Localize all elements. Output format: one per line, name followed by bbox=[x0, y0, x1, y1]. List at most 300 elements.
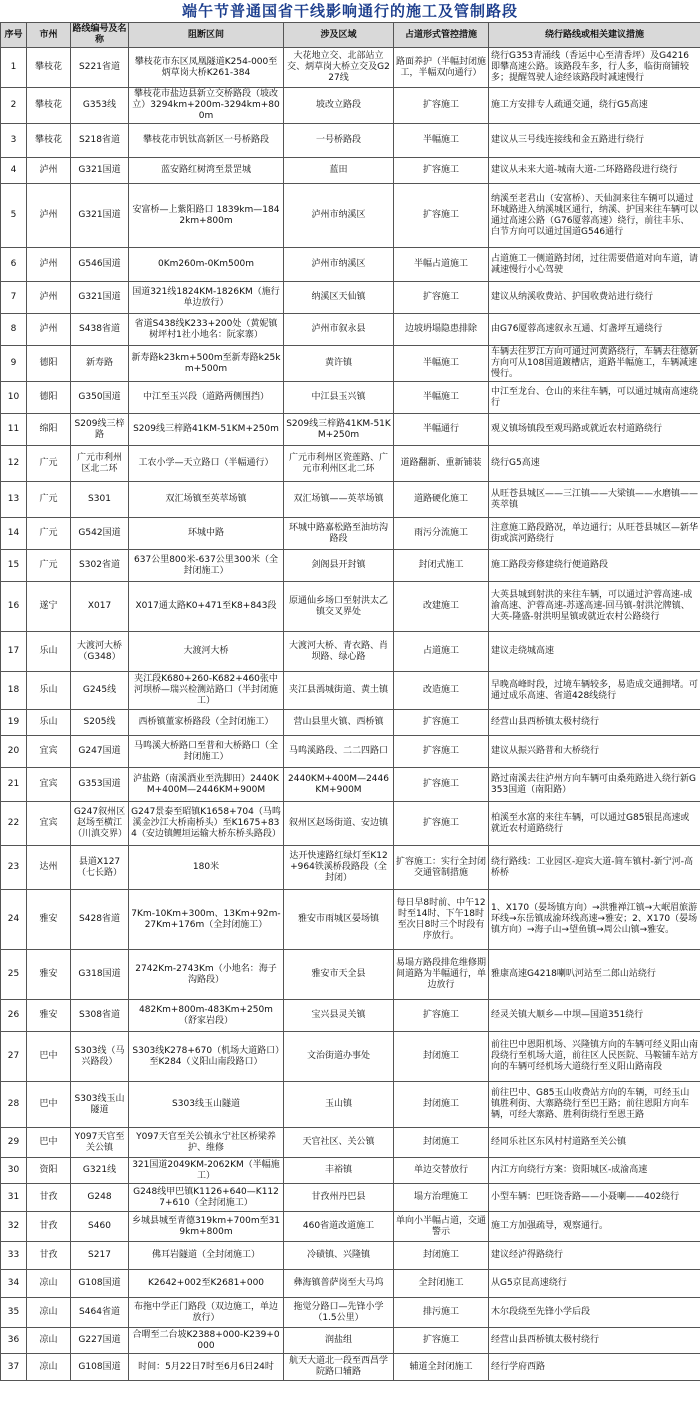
cell-city: 资阳 bbox=[27, 1158, 71, 1184]
cell-detour: 从旺苍县城区——三江镇——大梁镇——水磨镇——英萃镇 bbox=[489, 482, 700, 518]
cell-index: 33 bbox=[1, 1242, 27, 1270]
header-index: 序号 bbox=[1, 23, 27, 48]
cell-route: S460 bbox=[71, 1212, 129, 1242]
cell-control: 每日早8时前、中午12时至14时、下午18时至次日8时三个时段有序放行。 bbox=[394, 890, 489, 950]
cell-route: G245线 bbox=[71, 672, 129, 710]
cell-control: 道路硬化施工 bbox=[394, 482, 489, 518]
cell-route: 广元市利州区北二环 bbox=[71, 446, 129, 482]
table-row bbox=[1, 414, 700, 446]
cell-city: 广元 bbox=[27, 482, 71, 518]
cell-section: 2742Km-2743Km（小地名：海子沟路段） bbox=[129, 950, 284, 1000]
cell-detour: 路过南溪去往泸州方向车辆可由桑苑路进入绕行新G353国道（南阳路） bbox=[489, 768, 700, 802]
cell-city: 宜宾 bbox=[27, 768, 71, 802]
cell-control: 扩容施工 bbox=[394, 1000, 489, 1032]
cell-route: 大渡河大桥（G348） bbox=[71, 632, 129, 672]
cell-area: 2440KM+400M—2446KM+900M bbox=[284, 768, 394, 802]
table-row bbox=[1, 282, 700, 314]
cell-index: 32 bbox=[1, 1212, 27, 1242]
cell-city: 凉山 bbox=[27, 1270, 71, 1298]
table-row bbox=[1, 736, 700, 768]
cell-control: 半幅施工 bbox=[394, 346, 489, 382]
cell-area: 大渡河大桥、青衣路、肖坝路、绿心路 bbox=[284, 632, 394, 672]
cell-city: 泸州 bbox=[27, 314, 71, 346]
cell-route: 县道X127（七长路） bbox=[71, 846, 129, 890]
cell-detour: 1、X170（晏场镇方向）→洪雅禅江镇→大岷眉旅游环线→东岳镇成渝环线高速→雅安；2、X170（晏场镇方向）→海子山→望鱼镇→周公山镇→雅安。 bbox=[489, 890, 700, 950]
cell-section: 西桥镇董家桥路段（全封闭施工） bbox=[129, 710, 284, 736]
cell-detour: 经营山县西桥镇太极村绕行 bbox=[489, 1328, 700, 1354]
cell-route: G321线 bbox=[71, 1158, 129, 1184]
cell-city: 攀枝花 bbox=[27, 48, 71, 88]
cell-detour: 建议走绕城高速 bbox=[489, 632, 700, 672]
cell-control: 半幅占道施工 bbox=[394, 248, 489, 282]
cell-city: 雅安 bbox=[27, 950, 71, 1000]
cell-index: 31 bbox=[1, 1184, 27, 1212]
cell-route: G321国道 bbox=[71, 184, 129, 248]
table-row bbox=[1, 1158, 700, 1184]
cell-area: 夹江县漹城街道、黄土镇 bbox=[284, 672, 394, 710]
cell-section: 中江至玉兴段（道路两侧围挡） bbox=[129, 382, 284, 414]
cell-control: 单向小半幅占道，交通警示 bbox=[394, 1212, 489, 1242]
table-row bbox=[1, 1082, 700, 1128]
cell-detour: 小型车辆：巴旺饶香路——小聂喇——402绕行 bbox=[489, 1184, 700, 1212]
cell-detour: 施工方安排专人疏通交通，绕行G5高速 bbox=[489, 88, 700, 124]
cell-control: 辅道全封闭施工 bbox=[394, 1354, 489, 1381]
cell-route: S302省道 bbox=[71, 550, 129, 582]
header-area: 涉及区域 bbox=[284, 23, 394, 48]
cell-index: 17 bbox=[1, 632, 27, 672]
cell-control: 封闭施工 bbox=[394, 1082, 489, 1128]
cell-index: 11 bbox=[1, 414, 27, 446]
cell-city: 达州 bbox=[27, 846, 71, 890]
cell-control: 单边交替放行 bbox=[394, 1158, 489, 1184]
cell-index: 7 bbox=[1, 282, 27, 314]
cell-section: S209线三梓路41KM-51KM+250m bbox=[129, 414, 284, 446]
cell-route: S218省道 bbox=[71, 124, 129, 158]
cell-index: 23 bbox=[1, 846, 27, 890]
cell-control: 全封闭施工 bbox=[394, 1270, 489, 1298]
cell-index: 27 bbox=[1, 1032, 27, 1082]
table-row bbox=[1, 158, 700, 184]
cell-city: 宜宾 bbox=[27, 736, 71, 768]
cell-control: 封闭施工 bbox=[394, 1032, 489, 1082]
cell-section: 大渡河大桥 bbox=[129, 632, 284, 672]
cell-detour: 前往巴中、G85玉山收费站方向的车辆，可经玉山镇胜利街、大寨路绕行至巴王路；前往恩阳方向车辆，可经大寨路、胜利街绕行至恩王路 bbox=[489, 1082, 700, 1128]
cell-control: 边坡坍塌隐患排除 bbox=[394, 314, 489, 346]
cell-detour: 从G5京昆高速绕行 bbox=[489, 1270, 700, 1298]
cell-area: 泸州市纳溪区 bbox=[284, 184, 394, 248]
cell-section: 合喟至二台坡K2388+000-K239+0000 bbox=[129, 1328, 284, 1354]
cell-section: 时间：5月22日7时至6月6日24时 bbox=[129, 1354, 284, 1381]
cell-detour: 由G76厦蓉高速叙永互通、灯盏坪互通绕行 bbox=[489, 314, 700, 346]
cell-control: 封闭施工 bbox=[394, 1128, 489, 1158]
table-row bbox=[1, 88, 700, 124]
cell-section: S303线玉山隧道 bbox=[129, 1082, 284, 1128]
cell-route: G350国道 bbox=[71, 382, 129, 414]
cell-area: 大花地立交、北部站立交、炳草岗大桥立交及G227线 bbox=[284, 48, 394, 88]
cell-route: G542国道 bbox=[71, 518, 129, 550]
cell-area: 雅安市雨城区晏场镇 bbox=[284, 890, 394, 950]
cell-city: 甘孜 bbox=[27, 1242, 71, 1270]
cell-city: 乐山 bbox=[27, 672, 71, 710]
cell-section: 637公里800米-637公里300米（全封闭施工） bbox=[129, 550, 284, 582]
cell-area: 航天大道北一段至西昌学院路口辅路 bbox=[284, 1354, 394, 1381]
cell-control: 半幅施工 bbox=[394, 124, 489, 158]
cell-section: 双汇场镇至英萃场镇 bbox=[129, 482, 284, 518]
cell-section: G248线甲巴镇K1126+640—K1127+610（全封闭施工） bbox=[129, 1184, 284, 1212]
cell-control: 半幅通行 bbox=[394, 414, 489, 446]
cell-control: 扩容施工 bbox=[394, 184, 489, 248]
cell-section: 泸盐路（南溪酒业至洗脚田）2440KM+400M—2446KM+900M bbox=[129, 768, 284, 802]
cell-control: 扩容施工 bbox=[394, 736, 489, 768]
cell-route: G108国道 bbox=[71, 1270, 129, 1298]
cell-area: 中江县玉兴镇 bbox=[284, 382, 394, 414]
cell-route: G108国道 bbox=[71, 1354, 129, 1381]
header-city: 市州 bbox=[27, 23, 71, 48]
cell-area: 原通仙乡场口至射洪太乙镇交叉界处 bbox=[284, 582, 394, 632]
cell-detour: 内江方向绕行方案：资阳城区-成渝高速 bbox=[489, 1158, 700, 1184]
cell-control: 雨污分流施工 bbox=[394, 518, 489, 550]
cell-city: 甘孜 bbox=[27, 1184, 71, 1212]
cell-city: 绵阳 bbox=[27, 414, 71, 446]
table-row bbox=[1, 846, 700, 890]
cell-city: 泸州 bbox=[27, 248, 71, 282]
cell-section: K2642+002至K2681+000 bbox=[129, 1270, 284, 1298]
cell-area: 纳溪区天仙镇 bbox=[284, 282, 394, 314]
cell-index: 29 bbox=[1, 1128, 27, 1158]
table-row bbox=[1, 1298, 700, 1328]
cell-city: 巴中 bbox=[27, 1032, 71, 1082]
cell-control: 封闭式施工 bbox=[394, 550, 489, 582]
table-row bbox=[1, 950, 700, 1000]
cell-route: S464省道 bbox=[71, 1298, 129, 1328]
cell-detour: 建议从三号线连接线和金五路进行绕行 bbox=[489, 124, 700, 158]
cell-route: S205线 bbox=[71, 710, 129, 736]
cell-route: G248 bbox=[71, 1184, 129, 1212]
cell-city: 雅安 bbox=[27, 890, 71, 950]
cell-detour: 车辆去往罗江方向可通过河黄路绕行，车辆去往德新方向可从108国道踱槽店，道路半幅施工，车辆减速慢行。 bbox=[489, 346, 700, 382]
cell-route: S303线玉山隧道 bbox=[71, 1082, 129, 1128]
cell-index: 3 bbox=[1, 124, 27, 158]
cell-index: 5 bbox=[1, 184, 27, 248]
cell-route: S438省道 bbox=[71, 314, 129, 346]
cell-section: 环城中路 bbox=[129, 518, 284, 550]
cell-area: 环城中路嘉松路至油坊沟路段 bbox=[284, 518, 394, 550]
cell-section: 省道S438线K233+200处（黄妮镇树坪村1社小地名：阮家寨） bbox=[129, 314, 284, 346]
cell-control: 塌方治理施工 bbox=[394, 1184, 489, 1212]
cell-area: 营山县里火镇、西桥镇 bbox=[284, 710, 394, 736]
table-row bbox=[1, 48, 700, 88]
cell-city: 雅安 bbox=[27, 1000, 71, 1032]
cell-index: 30 bbox=[1, 1158, 27, 1184]
cell-route: S308省道 bbox=[71, 1000, 129, 1032]
cell-control: 扩容施工 bbox=[394, 282, 489, 314]
cell-city: 凉山 bbox=[27, 1298, 71, 1328]
cell-area: 坡改立路段 bbox=[284, 88, 394, 124]
cell-section: 攀枝花市钒钛高新区一号桥路段 bbox=[129, 124, 284, 158]
cell-area: 文治街道办事处 bbox=[284, 1032, 394, 1082]
cell-index: 6 bbox=[1, 248, 27, 282]
cell-route: X017 bbox=[71, 582, 129, 632]
cell-section: 新寿路k23km+500m至新寿路k25km+500m bbox=[129, 346, 284, 382]
cell-detour: 绕行路线：工业园区-迎宾大道-简车镇村-新宁河-高桥桥 bbox=[489, 846, 700, 890]
cell-detour: 前往巴中恩阳机场、兴隆镇方向的车辆可经义阳山南段绕行至机场大道，前往区人民医院、马鞍铺车站方向的车辆可经机场大道绕行至义阳山路南段 bbox=[489, 1032, 700, 1082]
cell-control: 封闭施工 bbox=[394, 1242, 489, 1270]
cell-index: 4 bbox=[1, 158, 27, 184]
cell-section: G247景泰至昭镇K1658+704（马鸣溪金沙江大桥南桥头）至K1675+834（安边镇鲤垣运输大桥东桥头路段） bbox=[129, 802, 284, 846]
table-row bbox=[1, 890, 700, 950]
cell-route: G247国道 bbox=[71, 736, 129, 768]
header-section: 阻断区间 bbox=[129, 23, 284, 48]
table-row bbox=[1, 1212, 700, 1242]
cell-section: 工农小学—天立路口（半幅通行） bbox=[129, 446, 284, 482]
cell-city: 巴中 bbox=[27, 1128, 71, 1158]
cell-index: 26 bbox=[1, 1000, 27, 1032]
cell-section: 482Km+800m-483Km+250m（舒家岩段） bbox=[129, 1000, 284, 1032]
cell-control: 路面养护（半幅封闭施工，半幅双向通行） bbox=[394, 48, 489, 88]
table-row bbox=[1, 346, 700, 382]
page-title: 端午节普通国省干线影响通行的施工及管制路段 bbox=[181, 2, 518, 20]
cell-route: S209线三梓路 bbox=[71, 414, 129, 446]
cell-city: 凉山 bbox=[27, 1354, 71, 1381]
cell-section: 7Km-10Km+300m、13Km+92m-27Km+176m（全封闭施工） bbox=[129, 890, 284, 950]
cell-index: 24 bbox=[1, 890, 27, 950]
cell-index: 34 bbox=[1, 1270, 27, 1298]
cell-index: 37 bbox=[1, 1354, 27, 1381]
cell-detour: 雅康高速G4218喇叭河站至二郎山站绕行 bbox=[489, 950, 700, 1000]
table-row bbox=[1, 632, 700, 672]
cell-control: 改造施工 bbox=[394, 672, 489, 710]
cell-detour: 注意施工路段路况，单边通行；从旺苍县城区—新华街或滨河路绕行 bbox=[489, 518, 700, 550]
cell-city: 甘孜 bbox=[27, 1212, 71, 1242]
cell-area: 彝海镇普萨岗至大马坞 bbox=[284, 1270, 394, 1298]
cell-index: 8 bbox=[1, 314, 27, 346]
cell-detour: 柏溪至水富的来往车辆，可以通过G85银昆高速或就近农村道路绕行 bbox=[489, 802, 700, 846]
cell-detour: 经灵关镇大顺乡—中坝—国道351绕行 bbox=[489, 1000, 700, 1032]
table-row bbox=[1, 802, 700, 846]
cell-city: 德阳 bbox=[27, 382, 71, 414]
cell-detour: 占道施工一侧道路封闭，过往需要借道对向车道，请减速慢行小心驾驶 bbox=[489, 248, 700, 282]
cell-detour: 建议从未来大道-城南大道-二环路路段进行绕行 bbox=[489, 158, 700, 184]
table-row bbox=[1, 582, 700, 632]
cell-detour: 观义镇场镇段至观玛路或就近农村道路绕行 bbox=[489, 414, 700, 446]
cell-detour: 建议经泸得路绕行 bbox=[489, 1242, 700, 1270]
cell-city: 巴中 bbox=[27, 1082, 71, 1128]
cell-area: 丰裕镇 bbox=[284, 1158, 394, 1184]
cell-city: 凉山 bbox=[27, 1328, 71, 1354]
table-row bbox=[1, 248, 700, 282]
cell-detour: 建议从纳溪收费站、护国收费站进行绕行 bbox=[489, 282, 700, 314]
cell-route: G353线 bbox=[71, 88, 129, 124]
cell-detour: 绕行G353青涌线（香运中心至清香坪）及G4216即攀高速公路。该路段车多，行人多，临街商铺较多；提醒驾驶人途经该路段时减速慢行 bbox=[489, 48, 700, 88]
cell-city: 乐山 bbox=[27, 632, 71, 672]
cell-index: 2 bbox=[1, 88, 27, 124]
table-row bbox=[1, 1242, 700, 1270]
cell-control: 扩容施工 bbox=[394, 1328, 489, 1354]
cell-section: 马鸣溪大桥路口至普和大桥路口（全封闭施工） bbox=[129, 736, 284, 768]
cell-control: 排污施工 bbox=[394, 1298, 489, 1328]
cell-control: 扩容施工 bbox=[394, 88, 489, 124]
cell-city: 广元 bbox=[27, 518, 71, 550]
table-row bbox=[1, 1032, 700, 1082]
cell-area: 润盐组 bbox=[284, 1328, 394, 1354]
cell-section: 321国道2049KM-2062KM（半幅施工） bbox=[129, 1158, 284, 1184]
cell-area: 双汇场镇——英萃场镇 bbox=[284, 482, 394, 518]
cell-route: S428省道 bbox=[71, 890, 129, 950]
cell-area: 蓝田 bbox=[284, 158, 394, 184]
cell-detour: 中江至龙台、仓山的来往车辆，可以通过城南高速绕行 bbox=[489, 382, 700, 414]
cell-control: 易塌方路段排危维修期间道路为半幅通行，单边放行 bbox=[394, 950, 489, 1000]
table-row bbox=[1, 768, 700, 802]
header-detour: 绕行路线或相关建议措施 bbox=[489, 23, 700, 48]
table-row bbox=[1, 710, 700, 736]
cell-control: 改建施工 bbox=[394, 582, 489, 632]
table-row bbox=[1, 672, 700, 710]
cell-control: 扩容施工 bbox=[394, 802, 489, 846]
cell-detour: 经行学府西路 bbox=[489, 1354, 700, 1381]
cell-area: 雅安市天全县 bbox=[284, 950, 394, 1000]
cell-route: G546国道 bbox=[71, 248, 129, 282]
cell-city: 广元 bbox=[27, 550, 71, 582]
cell-area: 黄许镇 bbox=[284, 346, 394, 382]
table-row bbox=[1, 382, 700, 414]
table-row bbox=[1, 1270, 700, 1298]
header-route: 路线编号及名称 bbox=[71, 23, 129, 48]
cell-index: 13 bbox=[1, 482, 27, 518]
header-control: 占道形式管控措施 bbox=[394, 23, 489, 48]
cell-index: 25 bbox=[1, 950, 27, 1000]
cell-area: 一号桥路段 bbox=[284, 124, 394, 158]
cell-control: 半幅施工 bbox=[394, 382, 489, 414]
cell-section: 0Km260m-0Km500m bbox=[129, 248, 284, 282]
cell-area: 460省道改道施工 bbox=[284, 1212, 394, 1242]
cell-control: 扩容施工 bbox=[394, 768, 489, 802]
cell-area: 广元市利州区瓷莲路、广元市利州区北二环 bbox=[284, 446, 394, 482]
table-row bbox=[1, 1328, 700, 1354]
cell-route: S217 bbox=[71, 1242, 129, 1270]
cell-area: 泸州市纳溪区 bbox=[284, 248, 394, 282]
cell-route: G321国道 bbox=[71, 282, 129, 314]
cell-detour: 绕行G5高速 bbox=[489, 446, 700, 482]
cell-section: 攀枝花市东区凤凰隧道K254-000至炳草岗大桥K261-384 bbox=[129, 48, 284, 88]
cell-area: 剑阁县开封镇 bbox=[284, 550, 394, 582]
table-row bbox=[1, 1184, 700, 1212]
cell-area: 达开快速路红绿灯至K12+964铁溪桥段路段（全封闭） bbox=[284, 846, 394, 890]
cell-section: 安富桥—上紫阳路口 1839km—1842km+800m bbox=[129, 184, 284, 248]
cell-index: 9 bbox=[1, 346, 27, 382]
cell-area: 叙州区赵场街道、安边镇 bbox=[284, 802, 394, 846]
cell-section: Y097天官至关公镇永宁社区桥梁养护、维修 bbox=[129, 1128, 284, 1158]
roadwork-table bbox=[0, 22, 700, 1381]
cell-section: 佛耳岩隧道（全封闭施工） bbox=[129, 1242, 284, 1270]
cell-city: 宜宾 bbox=[27, 802, 71, 846]
cell-route: G247叙州区赵场至横江（川滇交界） bbox=[71, 802, 129, 846]
cell-control: 道路翻新、重新铺装 bbox=[394, 446, 489, 482]
cell-section: 180米 bbox=[129, 846, 284, 890]
cell-route: G353国道 bbox=[71, 768, 129, 802]
cell-area: 宝兴县灵关镇 bbox=[284, 1000, 394, 1032]
cell-section: 夹江段K680+260-K682+460张中河坝桥—瑞兴检测站路口（半封闭施工） bbox=[129, 672, 284, 710]
cell-index: 16 bbox=[1, 582, 27, 632]
cell-index: 14 bbox=[1, 518, 27, 550]
cell-index: 22 bbox=[1, 802, 27, 846]
table-row bbox=[1, 482, 700, 518]
cell-index: 35 bbox=[1, 1298, 27, 1328]
cell-route: S221省道 bbox=[71, 48, 129, 88]
cell-detour: 经同乐社区东风村村道路至关公镇 bbox=[489, 1128, 700, 1158]
cell-route: S303线（马兴路段） bbox=[71, 1032, 129, 1082]
cell-index: 18 bbox=[1, 672, 27, 710]
cell-index: 15 bbox=[1, 550, 27, 582]
cell-area: 甘孜州丹巴县 bbox=[284, 1184, 394, 1212]
cell-index: 20 bbox=[1, 736, 27, 768]
cell-section: 布拖中学正门路段（双边施工，单边放行） bbox=[129, 1298, 284, 1328]
table-row bbox=[1, 124, 700, 158]
cell-city: 攀枝花 bbox=[27, 124, 71, 158]
table-row bbox=[1, 550, 700, 582]
cell-detour: 大英县城到射洪的来往车辆，可以通过沪蓉高速-成渝高速、沪蓉高速-苏遂高速-回马镇-射洪沱牌镇、大英-隆盛-射洪明星镇或就近农村公路绕行 bbox=[489, 582, 700, 632]
cell-area: 冷碛镇、兴隆镇 bbox=[284, 1242, 394, 1270]
cell-area: S209线三梓路41KM-51KM+250m bbox=[284, 414, 394, 446]
cell-index: 28 bbox=[1, 1082, 27, 1128]
cell-city: 泸州 bbox=[27, 282, 71, 314]
cell-city: 遂宁 bbox=[27, 582, 71, 632]
cell-route: G318国道 bbox=[71, 950, 129, 1000]
cell-route: 新寿路 bbox=[71, 346, 129, 382]
cell-index: 12 bbox=[1, 446, 27, 482]
cell-detour: 建议从振兴路普和大桥绕行 bbox=[489, 736, 700, 768]
cell-index: 10 bbox=[1, 382, 27, 414]
cell-control: 占道施工 bbox=[394, 632, 489, 672]
cell-area: 天官社区、关公镇 bbox=[284, 1128, 394, 1158]
cell-city: 泸州 bbox=[27, 158, 71, 184]
cell-area: 泸州市叙永县 bbox=[284, 314, 394, 346]
cell-control: 扩容施工 bbox=[394, 158, 489, 184]
table-header-row bbox=[1, 23, 700, 48]
cell-detour: 施工路段旁修建绕行便道路段 bbox=[489, 550, 700, 582]
cell-detour: 施工方加强疏导，观察通行。 bbox=[489, 1212, 700, 1242]
cell-city: 攀枝花 bbox=[27, 88, 71, 124]
cell-area: 拖觉分路口—先锋小学（1.5公里） bbox=[284, 1298, 394, 1328]
cell-detour: 经营山县西桥镇太极村绕行 bbox=[489, 710, 700, 736]
cell-index: 21 bbox=[1, 768, 27, 802]
cell-detour: 纳溪至老君山（安富桥）、天仙洞来往车辆可以通过环城路进入纳溪城区通行，纳溪、护国来往车辆可以通过高速公路（G76厦蓉高速）绕行，前往丰乐、白节方向可以通过国道G546通行 bbox=[489, 184, 700, 248]
table-row bbox=[1, 1354, 700, 1381]
cell-detour: 早晚高峰时段，过境车辆较多，易造成交通拥堵。可通过成乐高速、省道428线绕行 bbox=[489, 672, 700, 710]
cell-city: 德阳 bbox=[27, 346, 71, 382]
table-row bbox=[1, 518, 700, 550]
cell-detour: 木尔段绕至先锋小学后段 bbox=[489, 1298, 700, 1328]
cell-route: Y097天官至关公镇 bbox=[71, 1128, 129, 1158]
cell-control: 扩容施工：实行全封闭交通管制措施 bbox=[394, 846, 489, 890]
cell-section: 乡城县城至青德319km+700m至319km+800m bbox=[129, 1212, 284, 1242]
table-row bbox=[1, 446, 700, 482]
cell-section: S303线K278+670（机场大道路口）至K284（义阳山南段路口） bbox=[129, 1032, 284, 1082]
cell-index: 36 bbox=[1, 1328, 27, 1354]
table-row bbox=[1, 314, 700, 346]
cell-route: G227国道 bbox=[71, 1328, 129, 1354]
cell-section: 国道321线1824KM-1826KM（施行单边放行） bbox=[129, 282, 284, 314]
cell-route: G321国道 bbox=[71, 158, 129, 184]
cell-area: 马鸣溪路段、二二四路口 bbox=[284, 736, 394, 768]
cell-city: 广元 bbox=[27, 446, 71, 482]
table-row bbox=[1, 1128, 700, 1158]
table-row bbox=[1, 184, 700, 248]
table-row bbox=[1, 1000, 700, 1032]
cell-city: 乐山 bbox=[27, 710, 71, 736]
cell-section: 攀枝花市盐边县新立交桥路段（坡改立）3294km+200m-3294km+800m bbox=[129, 88, 284, 124]
cell-area: 玉山镇 bbox=[284, 1082, 394, 1128]
cell-city: 泸州 bbox=[27, 184, 71, 248]
